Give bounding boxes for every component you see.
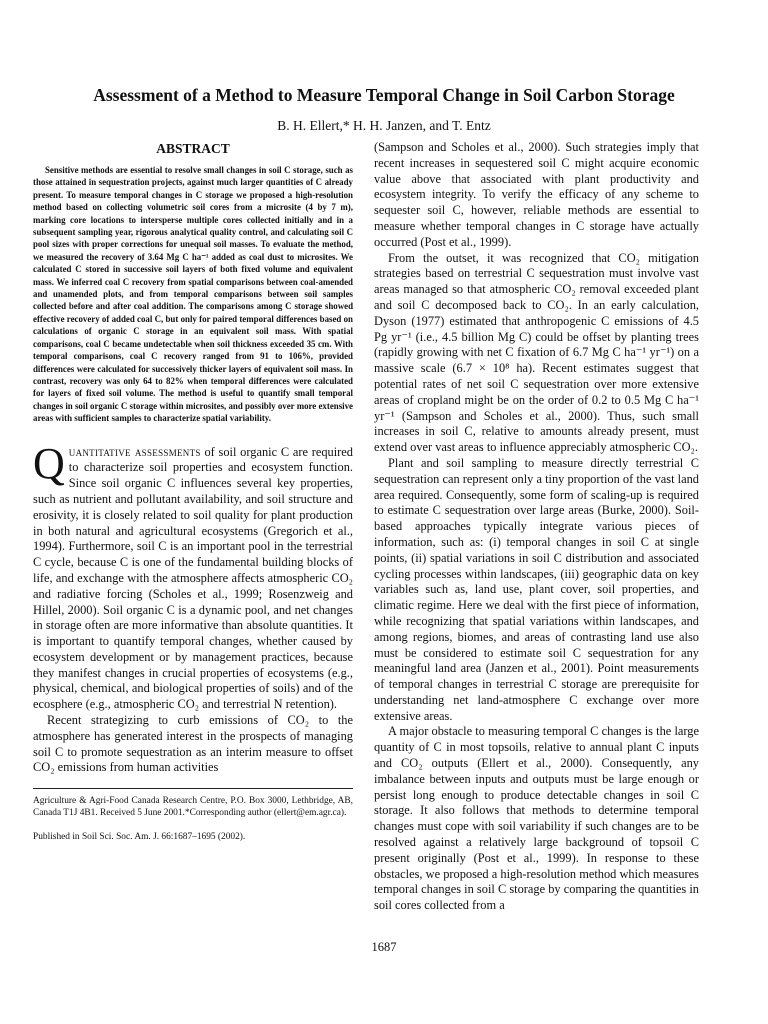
abstract-heading: ABSTRACT (156, 141, 230, 156)
intro-paragraph-1-text: of soil organic C are required to characterize soil properties and ecosystem function. Since soil organic C influences several key properties, such as nutrient and pollutant availability, and soil structure and erosivity, it is closely related to soil quality for plant production in both natural and agricultural ecosystems (Gregorich et al., 1994). Furthermore, soil C is an important pool in the terrestrial C cycle, because C is one of the fundamental building blocks of life, and exchange with the atmosphere affects atmospheric CO₂ and radiative forcing (Scholes et al., 1999; Rosenzweig and Hillel, 2000). Soil organic C is a dynamic pool, and net changes in storage often are more informative than absolute quantities. It is important to quantify temporal changes, whether caused by ecosystem development or by management practices, because they manifest changes in crucial properties of ecosystems (e.g., physical, chemical, and biological properties of soils) and of the ecosphere (e.g., atmospheric CO₂ and terrestrial N retention). (33, 444, 353, 712)
right-paragraph-4: A major obstacle to measuring temporal C changes is the large quantity of C in most topsoils, relative to annual plant C inputs and CO₂ outputs (Ellert et al., 2000). Consequently, any imbalance between inputs and outputs must be large enough or persist long enough to produce detectable changes in soil C storage. It also follows that methods to determine temporal changes must cope with soil variability if such changes are to be resolved against a relatively large background of topsoil C present originally (Post et al., 1999). In response to these obstacles, we proposed a high-resolution method which measures temporal changes in soil C storage by comparing the quantities in soil cores collected from a (374, 724, 699, 913)
intro-paragraph-2: Recent strategizing to curb emissions of CO₂ to the atmosphere has generated interest in the prospects of managing soil C to promote sequestration as an interim measure to offset CO₂ emissions from human activities (33, 713, 353, 775)
intro-paragraph-1 (33, 438, 353, 714)
publication-info: Published in Soil Sci. Soc. Am. J. 66:1687–1695 (2002). (33, 832, 246, 843)
introduction (33, 438, 353, 777)
right-paragraph-2: From the outset, it was recognized that CO₂ mitigation strategies based on terrestrial C sequestration must involve vast areas managed so that atmospheric CO₂ removal exceeded plant and soil C decomposed back to CO₂. In an early calculation, Dyson (1977) estimated that anthropogenic C emissions of 4.5 Pg yr⁻¹ (i.e., 4.5 billion Mg C) could be offset by planting trees (rapidly growing with net C fixation of 6.7 Mg C ha⁻¹ yr⁻¹) on a massive scale (6.7 × 10⁸ ha). Recent estimates suggest that potential rates of net soil C sequestration over more extensive areas of cropland might be on the order of 0.2 to 0.5 Mg C ha⁻¹ yr⁻¹ (Sampson and Scholes et al., 2000). Thus, such small increases in soil C, relative to amounts already present, must extend over vast areas to influence appreciably atmospheric CO₂. (374, 250, 699, 455)
page-number: 1687 (371, 940, 397, 954)
left-column (33, 140, 353, 843)
intro-smallcaps: uantitative assessments (68, 444, 201, 459)
abstract-text: Sensitive methods are essential to resolve small changes in soil C storage, such as those attained in sequestration projects, against much larger quantities of C already present. To measure temporal changes in C storage we proposed a high-resolution method based on collecting volumetric soil cores from a microsite (4 by 7 m), marking core locations to intersperse multiple cores collected initially and in a subsequent sampling year, rigorous analytical quality control, and calculating soil C pool sizes with proper corrections for unequal soil masses. To evaluate the method, we measured the recovery of 3.64 Mg C ha⁻¹ added as coal dust to microsites. We calculated C stored in successive soil layers of both fixed volume and equivalent mass. We inferred coal C recovery from spatial comparisons between coal-amended and unamended plots, and from temporal comparisons between soil samples collected before and after coal addition. The comparisons among C storage showed effective recovery of added coal C, but only for paired temporal differences based on calculations of organic C storage in an equivalent soil mass. With spatial comparisons, coal C became undetectable when soil thickness exceeded 35 cm. With temporal comparisons, coal C recovery ranged from 91 to 106%, provided differences were calculated for successively thicker layers of equivalent soil mass. In contrast, recovery was only 64 to 82% when temporal differences were calculated for layers of fixed soil volume. The method is useful to quantify small temporal changes in soil organic C storage within microsites, and possibly over more extensive areas with sufficient samples to characterize spatial variability. (33, 165, 353, 424)
footnote-divider (33, 788, 353, 789)
right-column (374, 140, 699, 914)
article-title: Assessment of a Method to Measure Temporal Change in Soil Carbon Storage (93, 85, 675, 105)
right-paragraph-1: (Sampson and Scholes et al., 2000). Such strategies imply that recent increases in sequestered soil C might acquire economic value above that associated with plant productivity and ecosystem integrity. To verify the efficacy of any scheme to sequester soil C, however, reliable methods are essential to measure whether temporal changes in C storage have actually occurred (Post et al., 1999). (374, 140, 699, 249)
drop-cap: Q (33, 438, 65, 488)
author-affiliation: Agriculture & Agri-Food Canada Research Centre, P.O. Box 3000, Lethbridge, AB, Canada T1J 4B1. Received 5 June 2001.*Corresponding author (ellert@em.agr.ca). (33, 796, 353, 819)
right-paragraph-3: Plant and soil sampling to measure directly terrestrial C sequestration can represent only a tiny proportion of the vast land area required. Consequently, some form of scaling-up is required to estimate C sequestration over large areas (Burke, 2000). Soil-based approaches typically integrate various pieces of information, such as: (i) temporal changes in soil C at single points, (ii) spatial variations in soil C distribution and associated cycling processes within landscapes, (iii) geographic data on key variables such as, land use, plant cover, soil properties, and climatic regime. Here we deal with the first piece of information, while recognizing that spatial variations within landscapes, and among regions, biomes, and areas of contrasting land use also must be considered to estimate soil C sequestration for any meaningful land area (Janzen et al., 2001). Point measurements of temporal changes in terrestrial C storage are prerequisite for understanding net land-atmosphere C exchange over more extensive areas. (374, 455, 699, 723)
article-authors: B. H. Ellert,* H. H. Janzen, and T. Entz (277, 118, 491, 133)
